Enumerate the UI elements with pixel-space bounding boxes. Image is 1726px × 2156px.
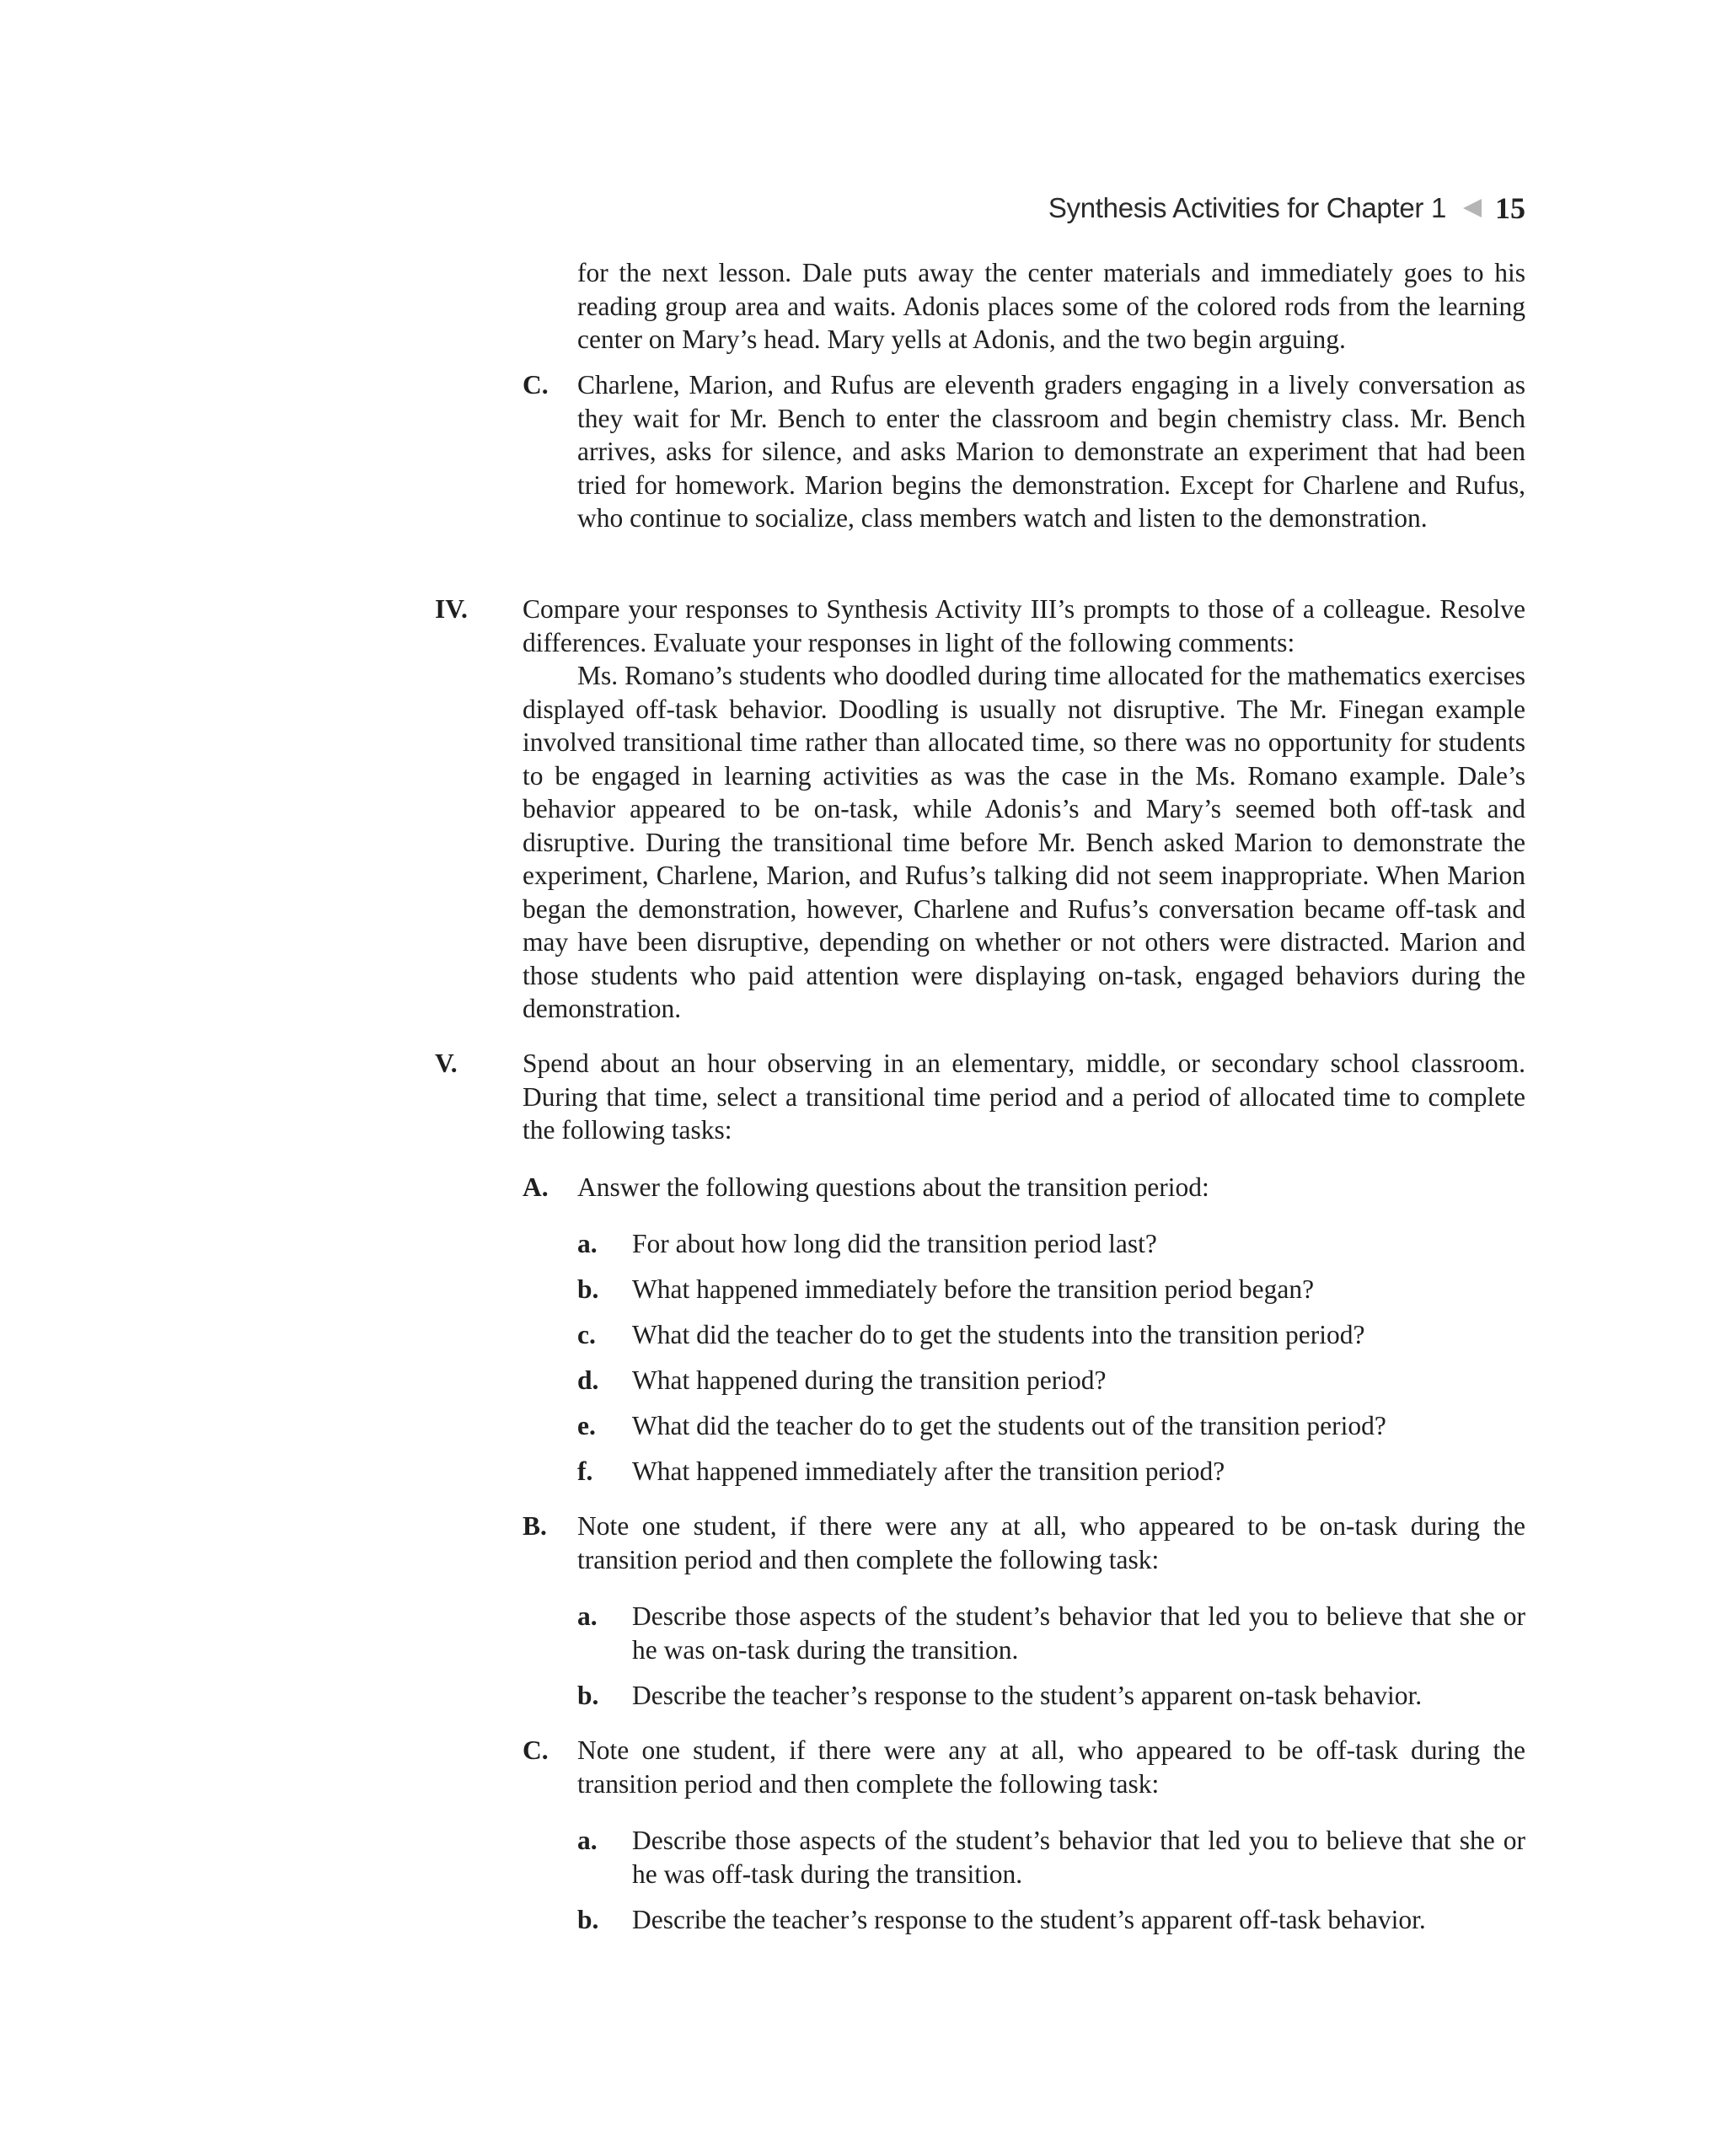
- part-b-item-text: Describe those aspects of the student’s behavior that led you to believe that she or he was on-task during the transition.: [632, 1601, 1525, 1665]
- part-c-label: C.: [523, 1735, 549, 1765]
- part-c-item-text: Describe the teacher’s response to the student’s apparent off-task behavior.: [632, 1905, 1426, 1934]
- part-c-item-label: a.: [577, 1826, 598, 1855]
- part-b-item-text: Describe the teacher’s response to the student’s apparent on-task behavior.: [632, 1681, 1423, 1710]
- part-b-label: B.: [523, 1511, 547, 1541]
- part-a-text: Answer the following questions about the transition period:: [577, 1172, 1209, 1202]
- part-a-item-label: d.: [577, 1365, 599, 1395]
- part-a-label: A.: [523, 1172, 549, 1202]
- part-b-item-label: a.: [577, 1601, 598, 1631]
- page-number: 15: [1495, 191, 1525, 225]
- part-a-item-label: a.: [577, 1229, 598, 1258]
- running-head-title: Synthesis Activities for Chapter 1: [1048, 192, 1446, 223]
- part-b-text: Note one student, if there were any at all, who appeared to be on-task during the transition period and then complete the following task:: [577, 1511, 1525, 1574]
- continued-paragraph: for the next lesson. Dale puts away the center materials and immediately goes to his reading group area and waits. Adonis places some of the colored rods from the learning center on Mary’s head. Mary yells at Adonis, and the two begin arguing.: [577, 258, 1525, 354]
- part-c-text: Note one student, if there were any at all, who appeared to be off-task during the transition period and then complete the following task:: [577, 1735, 1525, 1799]
- part-c-item-label: b.: [577, 1905, 599, 1934]
- part-a-item-label: b.: [577, 1274, 599, 1304]
- item-c-text: Charlene, Marion, and Rufus are eleventh graders engaging in a lively conversation as they wait for Mr. Bench to enter the classroom and begin chemistry class. Mr. Bench arrives, asks for silence, and asks Marion to demonstrate an experiment that had been tried for homework. Marion begins the demonstration. Except for Charlene and Rufus, who continue to socialize, class members watch and listen to the demonstration.: [577, 370, 1525, 533]
- part-b-item-label: b.: [577, 1681, 599, 1710]
- section-iv-label: IV.: [435, 594, 468, 624]
- part-a-item-text: What did the teacher do to get the students into the transition period?: [632, 1320, 1365, 1349]
- part-a-item-label: c.: [577, 1320, 596, 1349]
- part-a-item-text: For about how long did the transition period last?: [632, 1229, 1157, 1258]
- section-v-intro: Spend about an hour observing in an elementary, middle, or secondary school classroom. During that time, select a transitional time period and a period of allocated time to complete the following tasks:: [523, 1049, 1525, 1145]
- part-c-item-text: Describe those aspects of the student’s behavior that led you to believe that she or he was off-task during the transition.: [632, 1826, 1525, 1889]
- section-iv-intro: Compare your responses to Synthesis Activity III’s prompts to those of a colleague. Resolve differences. Evaluate your responses in light of the following comments:: [523, 594, 1525, 657]
- part-a-item-label: f.: [577, 1456, 593, 1486]
- part-a-item-text: What happened during the transition period?: [632, 1365, 1107, 1395]
- part-a-item-text: What happened immediately before the transition period began?: [632, 1274, 1315, 1304]
- part-a-item-label: e.: [577, 1411, 596, 1440]
- left-triangle-icon: [1463, 199, 1482, 217]
- part-a-item-text: What did the teacher do to get the students out of the transition period?: [632, 1411, 1386, 1440]
- section-iv-comments: Ms. Romano’s students who doodled during time allocated for the mathematics exercises displayed off-task behavior. Doodling is usually not disruptive. The Mr. Finegan example involved transitional time rather than allocated time, so there was no opportunity for students to be engaged in learning activities as was the case in the Ms. Romano example. Dale’s behavior appeared to be on-task, while Adonis’s and Mary’s seemed both off-task and disruptive. During the transitional time before Mr. Bench asked Marion to demonstrate the experiment, Charlene, Marion, and Rufus’s talking did not seem inappropriate. When Marion began the demonstration, however, Charlene and Rufus’s conversation became off-task and may have been disruptive, depending on whether or not others were distracted. Marion and those students who paid attention were displaying on-task, engaged behaviors during the demonstration.: [523, 661, 1525, 1023]
- item-c-label: C.: [523, 370, 549, 400]
- running-header: [994, 190, 1525, 226]
- part-a-item-text: What happened immediately after the transition period?: [632, 1456, 1225, 1486]
- section-v-label: V.: [435, 1049, 458, 1078]
